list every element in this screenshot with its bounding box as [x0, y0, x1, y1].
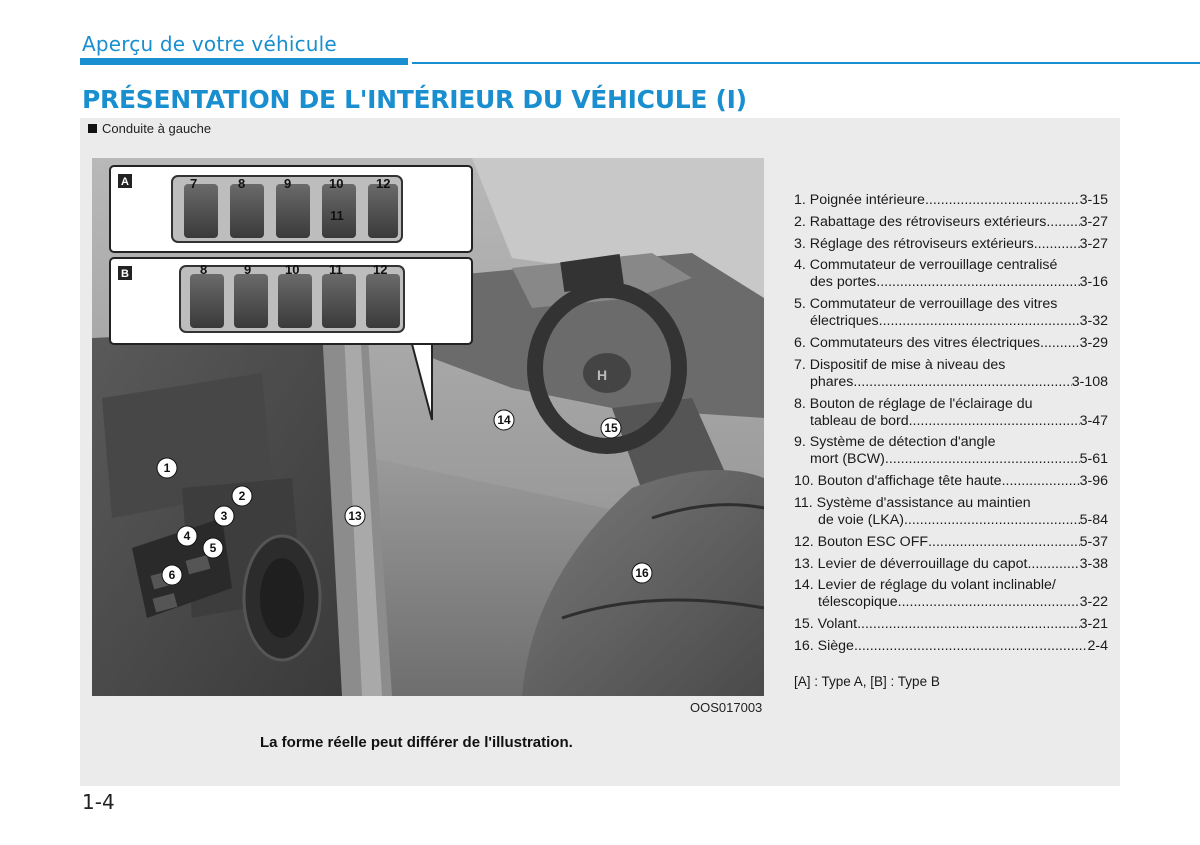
legend-item-page: 3-27	[1079, 235, 1108, 252]
illustration-caption: La forme réelle peut différer de l'illustration.	[260, 734, 573, 751]
section-title: Aperçu de votre véhicule	[82, 32, 337, 56]
legend-item-text: 8. Bouton de réglage de l'éclairage du	[794, 395, 1033, 412]
legend-item-text-cont: électriques	[810, 313, 879, 330]
type-a-callout-9: 9	[284, 176, 292, 191]
legend-item-text-cont: télescopique	[818, 594, 898, 611]
legend-item	[794, 192, 1108, 209]
type-b-callout-8: 8	[200, 262, 208, 277]
legend-item	[794, 236, 1108, 253]
legend-item-text: 11. Système d'assistance au maintien	[794, 494, 1031, 511]
legend-item-text: 2. Rabattage des rétroviseurs extérieurs	[794, 213, 1047, 230]
type-b-callout-11: 11	[329, 262, 343, 277]
callout-6: 6	[168, 568, 176, 582]
legend-item-text-cont: mort (BCW)	[810, 451, 885, 468]
legend-item-text: 12. Bouton ESC OFF	[794, 533, 929, 550]
drive-side-label	[88, 121, 211, 136]
legend-item-text: 1. Poignée intérieure	[794, 192, 925, 208]
page-title: PRÉSENTATION DE L'INTÉRIEUR DU VÉHICULE (I)	[82, 85, 747, 114]
illustration-code: OOS017003	[690, 700, 763, 715]
legend-item-text-cont: phares	[810, 373, 854, 390]
type-a-callout-12: 12	[376, 176, 391, 191]
legend-item	[794, 473, 1108, 490]
legend-item	[794, 638, 1108, 655]
legend-item	[794, 335, 1108, 352]
legend-item-page: 3-27	[1079, 213, 1108, 230]
legend-item	[794, 577, 1108, 611]
header-rule-thick	[80, 58, 408, 65]
header-rule-thin	[412, 62, 1200, 64]
legend-item	[794, 434, 1108, 468]
legend-item-page: 3-29	[1079, 334, 1108, 351]
legend-item-page: 3-96	[1079, 473, 1108, 490]
legend-item-text: 4. Commutateur de verrouillage centralisé	[794, 257, 1058, 274]
legend-item-text: 13. Levier de déverrouillage du capot	[794, 555, 1028, 572]
legend-item-text: 3. Réglage des rétroviseurs extérieurs	[794, 235, 1034, 252]
type-b-tag: B	[121, 268, 129, 280]
page-number: 1-4	[82, 790, 115, 814]
callout-14: 14	[497, 413, 511, 427]
legend-item-page: 3-22	[1079, 594, 1108, 611]
legend-item-page: 5-61	[1079, 451, 1108, 468]
type-b-callout-10: 10	[285, 262, 300, 277]
type-a-tag: A	[121, 176, 129, 188]
type-b-callout-12: 12	[373, 262, 388, 277]
legend-item-text-cont: tableau de bord	[810, 412, 909, 429]
legend-item-page: 3-16	[1079, 274, 1108, 291]
type-a-callout-11: 11	[330, 208, 344, 223]
interior-illustration	[92, 158, 764, 696]
legend-item-text-cont: des portes	[810, 274, 877, 291]
type-a-callout-8: 8	[238, 176, 246, 191]
legend-item-text: 9. Système de détection d'angle	[794, 434, 996, 451]
type-b-callout-9: 9	[244, 262, 252, 277]
type-a-callout-10: 10	[329, 176, 344, 191]
svg-text:H: H	[597, 367, 608, 383]
callout-4: 4	[183, 529, 191, 543]
square-bullet-icon	[88, 124, 97, 133]
legend-item-text: 6. Commutateurs des vitres électriques	[794, 334, 1041, 351]
legend-item-page: 3-108	[1071, 373, 1108, 390]
legend-item-page: 5-37	[1079, 533, 1108, 550]
callout-2: 2	[238, 489, 246, 503]
legend-item-page: 3-15	[1079, 192, 1108, 208]
legend-item-text: 15. Volant	[794, 616, 858, 633]
legend-item-text: 5. Commutateur de verrouillage des vitres	[794, 296, 1058, 313]
callout-3: 3	[220, 509, 228, 523]
drive-side-text: Conduite à gauche	[102, 121, 212, 136]
legend-item	[794, 534, 1108, 551]
callout-5: 5	[209, 541, 217, 555]
legend-item-page: 2-4	[1087, 637, 1108, 654]
legend-item	[794, 357, 1108, 391]
legend-item-text: 7. Dispositif de mise à niveau des	[794, 356, 1006, 373]
legend-list	[794, 192, 1108, 690]
callout-1: 1	[163, 461, 171, 475]
legend-item	[794, 495, 1108, 529]
callout-16: 16	[635, 566, 649, 580]
legend-item-page: 3-32	[1079, 313, 1108, 330]
legend-item	[794, 257, 1108, 291]
type-a-callout-7: 7	[190, 176, 198, 191]
legend-item	[794, 556, 1108, 573]
legend-item	[794, 214, 1108, 231]
legend-item-text: 10. Bouton d'affichage tête haute	[794, 473, 1002, 490]
legend-item-text: 14. Levier de réglage du volant inclinable/	[794, 577, 1056, 594]
legend-item	[794, 396, 1108, 430]
interior-drawing	[92, 158, 764, 696]
legend-item-page: 3-21	[1079, 616, 1108, 633]
legend-item-text: 16. Siège	[794, 637, 854, 654]
legend-item-page: 5-84	[1079, 511, 1108, 528]
legend-item	[794, 296, 1108, 330]
callout-15: 15	[604, 421, 618, 435]
legend-item-page: 3-47	[1079, 412, 1108, 429]
callout-13: 13	[348, 509, 362, 523]
legend-item-page: 3-38	[1079, 555, 1108, 572]
legend-type-note: [A] : Type A, [B] : Type B	[794, 673, 940, 689]
legend-item-text-cont: de voie (LKA)	[818, 511, 904, 528]
legend-item	[794, 616, 1108, 633]
